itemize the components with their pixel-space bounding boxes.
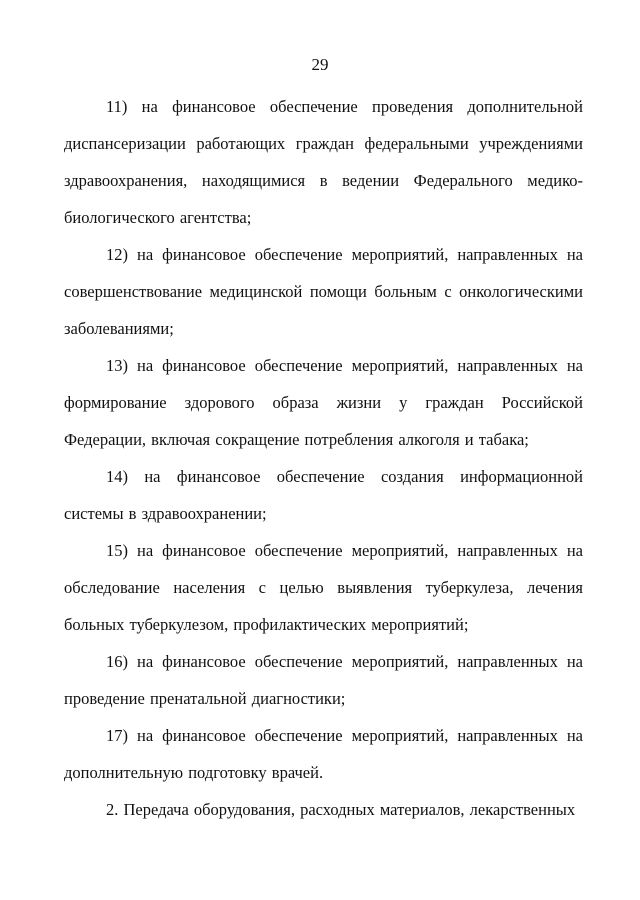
paragraph-item-15: 15) на финансовое обеспечение мероприятий, направленных на обследование населения с целью выявления туберкулеза, лечения больных туберкулезом, профилактических мероприятий; [64,541,583,634]
paragraph-item-13: 13) на финансовое обеспечение мероприятий, направленных на формирование здорового образа жизни у граждан Российской Федерации, включая сокращение потребления алкоголя и табака; [64,356,583,449]
paragraph-item-12: 12) на финансовое обеспечение мероприятий, направленных на совершенствование медицинской помощи больным с онкологическими заболеваниями; [64,245,583,338]
paragraph-item-17: 17) на финансовое обеспечение мероприятий, направленных на дополнительную подготовку врачей. [64,726,583,782]
document-body [64,88,583,828]
paragraph-item-16: 16) на финансовое обеспечение мероприятий, направленных на проведение пренатальной диагностики; [64,652,583,708]
page-number: 29 [311,55,329,74]
paragraph-section-2: 2. Передача оборудования, расходных материалов, лекарственных [106,800,576,819]
paragraph-item-11: 11) на финансовое обеспечение проведения дополнительной диспансеризации работающих граждан федеральными учреждениями здравоохранения, находящимися в ведении Федерального медико-биологического агентства; [64,97,583,227]
paragraph-item-14: 14) на финансовое обеспечение создания информационной системы в здравоохранении; [64,467,583,523]
